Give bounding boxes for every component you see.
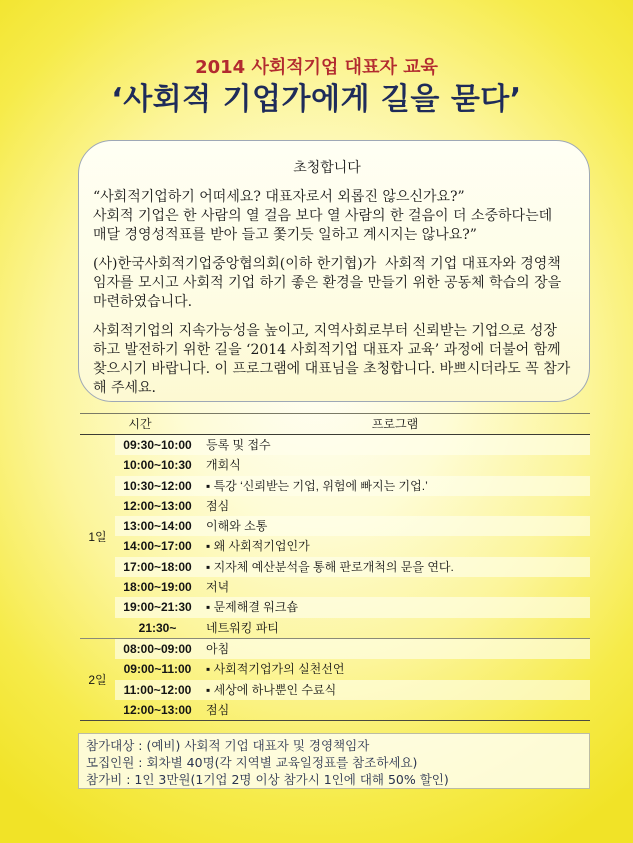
invitation-line: (사)한국사회적기업중앙협의회(이하 한기협)가 사회적 기업 대표자와 경영책 <box>93 256 561 272</box>
schedule-table <box>80 413 590 721</box>
row-program: 점심 <box>206 702 230 717</box>
invitation-line: 찾으시기 바랍니다. 이 프로그램에 대표님을 초청합니다. 바쁘시더라도 꼭 참가 <box>93 361 571 377</box>
schedule-row <box>115 516 590 536</box>
row-time: 09:00~11:00 <box>123 662 192 677</box>
invitation-paragraph <box>93 255 589 312</box>
info-line-target: 참가대상 : (예비) 사회적 기업 대표자 및 경영책임자 <box>86 738 370 753</box>
invitation-line: “사회적기업하기 어떠세요? 대표자로서 외롭진 않으신가요?” <box>93 189 465 205</box>
row-time: 14:00~17:00 <box>123 539 192 554</box>
schedule-row <box>115 557 590 577</box>
invitation-line: 임자를 모시고 사회적 기업 하기 좋은 환경을 만들기 위한 공동체 학습의 장을 <box>93 275 562 291</box>
schedule-row <box>115 597 590 617</box>
row-program: 개회식 <box>206 458 241 473</box>
schedule-row <box>115 700 590 720</box>
row-program: 네트워킹 파티 <box>206 620 279 635</box>
row-program: 등록 및 접수 <box>206 438 271 452</box>
invitation-box <box>78 140 590 402</box>
schedule-row <box>115 536 590 556</box>
row-program: 이해와 소통 <box>206 519 268 534</box>
row-time: 19:00~21:30 <box>123 600 192 615</box>
schedule-row <box>115 680 590 700</box>
schedule-row <box>115 577 590 597</box>
event-title: ‘사회적 기업가에게 길을 묻다’ <box>111 82 522 117</box>
header-program: 프로그램 <box>371 417 419 431</box>
row-program: 점심 <box>206 498 230 513</box>
day-group-2 <box>80 638 590 720</box>
schedule-row <box>115 496 590 516</box>
row-time: 10:30~12:00 <box>123 478 192 493</box>
info-box <box>78 733 590 789</box>
info-line-fee: 참가비 : 1인 3만원(1기업 2명 이상 참가시 1인에 대해 50% 할인) <box>86 772 449 787</box>
event-subtitle: 2014 사회적기업 대표자 교육 <box>195 57 438 78</box>
invitation-line: 마련하였습니다. <box>93 294 193 310</box>
info-line-capacity: 모집인원 : 회차별 40명(각 지역별 교육일정표를 참조하세요) <box>86 755 418 770</box>
row-program: ▪ 세상에 하나뿐인 수료식 <box>206 682 337 697</box>
schedule-header-row <box>80 414 590 435</box>
schedule-row <box>115 659 590 679</box>
schedule-row <box>115 435 590 455</box>
day-group-1 <box>80 435 590 638</box>
row-program: ▪ 사회적기업가의 실천선언 <box>206 662 345 677</box>
schedule-row <box>115 639 590 659</box>
row-time: 18:00~19:00 <box>123 580 192 595</box>
invitation-heading: 초청합니다 <box>293 160 361 176</box>
row-time: 13:00~14:00 <box>123 519 192 534</box>
invitation-paragraph <box>93 188 589 245</box>
day-rows <box>115 435 590 638</box>
invitation-line: 사회적기업의 지속가능성을 높이고, 지역사회로부터 신뢰받는 기업으로 성장 <box>93 323 557 339</box>
invitation-line: 해 주세요. <box>93 380 156 396</box>
row-program: ▪ 지자체 예산분석을 통해 판로개척의 문을 연다. <box>206 559 454 574</box>
row-program: 아침 <box>206 641 230 656</box>
row-program: ▪ 왜 사회적기업인가 <box>206 539 310 554</box>
row-time: 09:30~10:00 <box>123 438 192 452</box>
day-label: 2일 <box>88 673 107 688</box>
row-program: 저녁 <box>206 580 230 595</box>
row-time: 12:00~13:00 <box>123 498 192 513</box>
invitation-line: 사회적 기업은 한 사람의 열 걸음 보다 열 사람의 한 걸음이 더 소중하다는데 <box>93 208 553 224</box>
row-time: 08:00~09:00 <box>123 641 192 656</box>
day-label: 1일 <box>88 529 107 544</box>
invitation-line: 하고 발전하기 위한 길을 ‘2014 사회적기업 대표자 교육’ 과정에 더불어 함께 <box>93 342 561 358</box>
header-time: 시간 <box>128 417 152 431</box>
row-time: 11:00~12:00 <box>123 682 192 697</box>
invitation-line: 매달 경영성적표를 받아 들고 쫓기듯 일하고 계시지는 않나요?” <box>93 227 477 243</box>
schedule-row <box>115 455 590 475</box>
row-program: ▪ 문제해결 워크숍 <box>206 600 299 615</box>
row-time: 10:00~10:30 <box>123 458 192 473</box>
row-time: 12:00~13:00 <box>123 702 192 717</box>
schedule-row <box>115 476 590 496</box>
schedule-row <box>115 618 590 638</box>
row-program: ▪ 특강 ‘신뢰받는 기업, 위험에 빠지는 기업.’ <box>206 478 428 493</box>
day-rows <box>115 639 590 720</box>
row-time: 17:00~18:00 <box>123 559 192 574</box>
row-time: 21:30~ <box>138 620 177 635</box>
invitation-paragraph <box>93 322 589 398</box>
